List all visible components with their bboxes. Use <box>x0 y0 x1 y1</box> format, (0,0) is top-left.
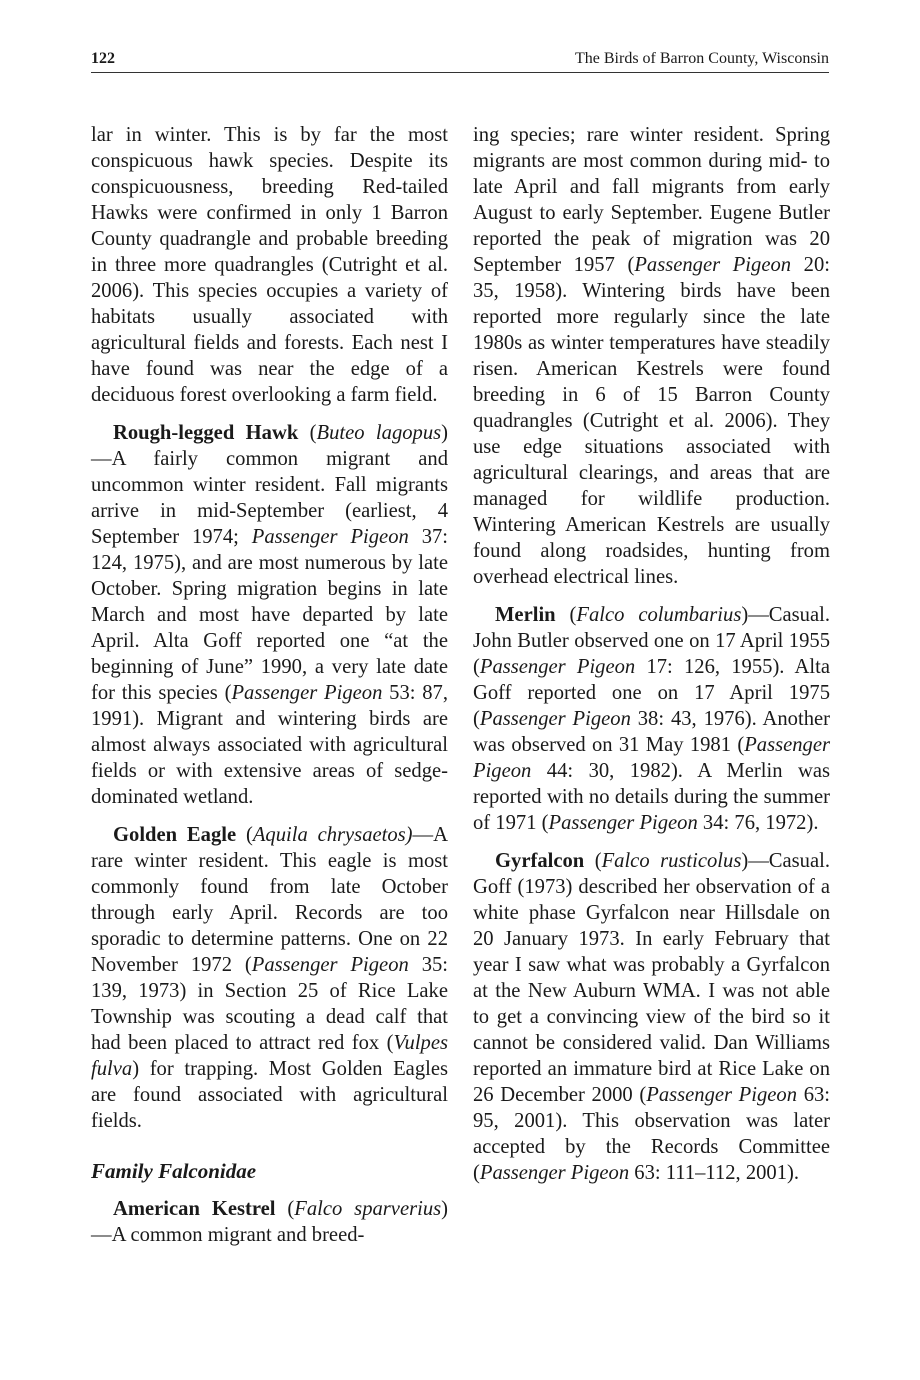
scientific-name: Aquila chrysaetos) <box>252 824 413 846</box>
american-kestrel-continuation <box>473 122 830 590</box>
journal-title: Passenger Pigeon <box>479 656 636 678</box>
golden-eagle-entry <box>91 822 448 1134</box>
entry-text: 38: 43, 1976). Another was observed on 31 May 1981 ( <box>473 708 830 756</box>
running-header <box>91 48 829 73</box>
right-column <box>473 122 830 1198</box>
journal-title: Passenger Pigeon <box>646 1084 798 1106</box>
entry-text: 35: 139, 1973) in Section 25 of Rice Lake Township was scouting a dead calf that had been placed to attract red fox ( <box>91 954 449 1054</box>
species-name: American Kestrel <box>113 1198 276 1220</box>
entry-text: 20: 35, 1958). Wintering birds have been reported more regularly since the late 1980s as winter temperatures have steadily risen. American Kestrels were found breeding in 6 of 15 Barron County quadrangles (Cutright et al. 2006). They use edge situations associated with agricultural clearings, and areas that are managed for wildlife production. Wintering American Kestrels are usually found along roadsides, hunting from overhead electrical lines. <box>473 254 830 588</box>
species-name: Golden Eagle <box>113 824 237 846</box>
scientific-name: Vulpes fulva <box>91 1032 448 1080</box>
journal-title: Passenger Pigeon <box>479 708 631 730</box>
entry-text: )—Casual. John Butler observed one on 17 April 1955 ( <box>473 604 830 678</box>
entry-text: —A rare winter resident. This eagle is most commonly found from late October through early April. Records are too sporadic to determine patterns. One on 22 November 1972 ( <box>91 824 448 976</box>
paragraph-text: lar in winter. This is by far the most conspicuous hawk species. Despite its conspicuousness, breeding Red-tailed Hawks were confirmed in only 1 Barron County quadrangle and probable breeding in three more quadrangles (Cutright et al. 2006). This species occupies a variety of habitats usually associated with agricultural fields and forests. Each nest I have found was near the edge of a deciduous forest overlooking a farm field. <box>91 124 448 406</box>
rough-legged-hawk-entry <box>91 420 448 810</box>
entry-text: )—A fairly common migrant and uncommon winter resident. Fall migrants arrive in mid-September (earliest, 4 September 1974; <box>91 422 449 548</box>
journal-title: Passenger Pigeon <box>231 682 383 704</box>
scientific-name: Buteo lagopus <box>316 422 442 444</box>
scientific-name: Falco columbarius <box>576 604 742 626</box>
scientific-name: Falco sparverius <box>294 1198 442 1220</box>
american-kestrel-entry <box>91 1196 448 1248</box>
entry-text: 44: 30, 1982). A Merlin was reported with no details during the summer of 1971 ( <box>473 760 830 834</box>
entry-text: ( <box>298 422 317 444</box>
species-name: Merlin <box>495 604 556 626</box>
journal-title: Passenger Pigeon <box>548 812 698 834</box>
journal-title: Passenger Pigeon <box>251 526 409 548</box>
running-title: The Birds of Barron County, Wisconsin <box>575 50 829 67</box>
species-name: Gyrfalcon <box>495 850 585 872</box>
species-name: Rough-legged Hawk <box>113 422 299 444</box>
entry-text: )—Casual. Goff (1973) described her observation of a white phase Gyrfalcon near Hillsdale on 20 January 1973. In early February that year I saw what was probably a Gyrfalcon at the New Auburn WMA. I was not able to get a convincing view of the bird so it cannot be considered valid. Dan Williams reported an immature bird at Rice Lake on 26 December 2000 ( <box>473 850 830 1106</box>
merlin-entry <box>473 602 830 836</box>
entry-text: 63: 95, 2001). This observation was later accepted by the Records Committee ( <box>473 1084 831 1184</box>
red-tailed-hawk-continuation <box>91 122 448 408</box>
journal-title: Passenger Pigeon <box>634 254 792 276</box>
entry-text: ing species; rare winter resident. Spring migrants are most common during mid- to late April and fall migrants from early August to early September. Eugene Butler reported the peak of migration was 20 September 1957 ( <box>473 124 830 276</box>
entry-text: ( <box>236 824 253 846</box>
page-number: 122 <box>91 50 115 67</box>
journal-title: Passenger Pigeon <box>479 1162 630 1184</box>
entry-text: ( <box>275 1198 295 1220</box>
entry-text: 17: 126, 1955). Alta Goff reported one on 17 April 1975 ( <box>473 656 830 730</box>
entry-text: ( <box>584 850 602 872</box>
entry-text: 37: 124, 1975), and are most numerous by late October. Spring migration begins in late March and most have departed by late April. Alta Goff reported one “at the beginning of June” 1990, a very late date for this species ( <box>91 526 449 704</box>
entry-text: 53: 87, 1991). Migrant and wintering birds are almost always associated with agricultural fields or with extensive areas of sedge-dominated wetland. <box>91 682 449 808</box>
journal-title: Passenger Pigeon <box>473 734 830 782</box>
entry-text: ) for trapping. Most Golden Eagles are found associated with agricultural fields. <box>91 1058 448 1132</box>
entry-text: 34: 76, 1972). <box>697 812 819 834</box>
left-column <box>91 122 448 1260</box>
family-heading: Family Falconidae <box>91 1159 257 1183</box>
entry-text: )—A common migrant and breed- <box>91 1198 448 1246</box>
gyrfalcon-entry <box>473 848 830 1186</box>
entry-text: 63: 111–112, 2001). <box>629 1162 800 1184</box>
entry-text: ( <box>555 604 577 626</box>
journal-title: Passenger Pigeon <box>251 954 409 976</box>
scientific-name: Falco rusticolus <box>601 850 742 872</box>
